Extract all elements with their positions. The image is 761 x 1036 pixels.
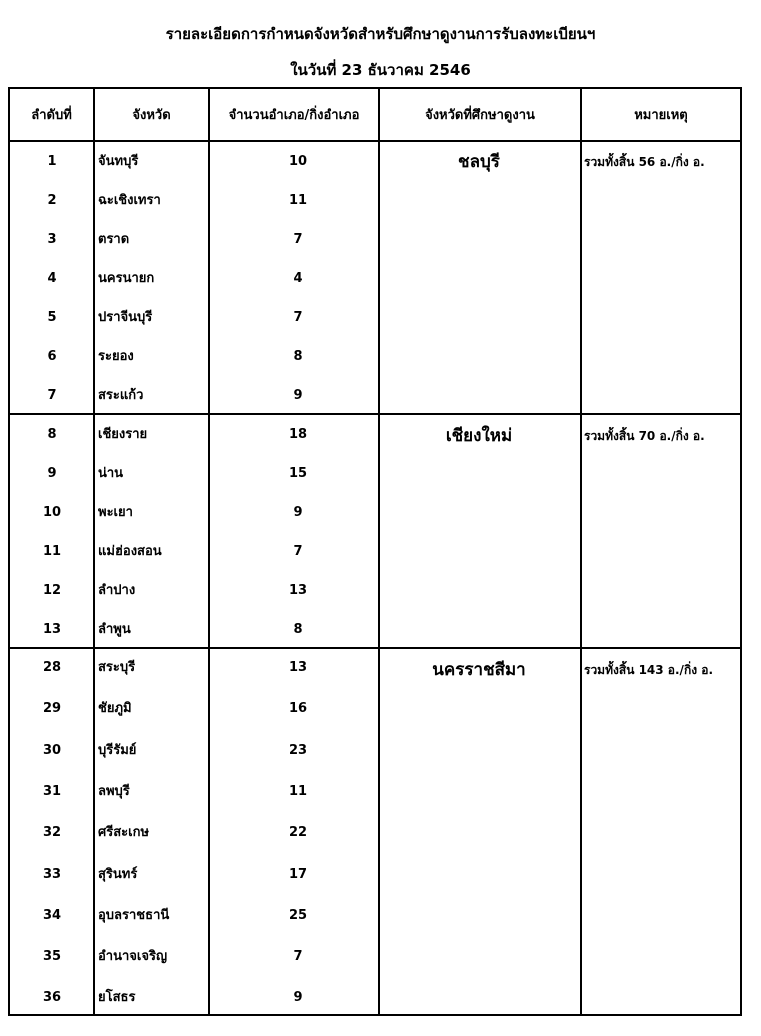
district-count: 9 (293, 990, 303, 1005)
district-count: 15 (288, 466, 308, 481)
province-name: จันทบุรี (98, 154, 139, 169)
district-count: 9 (293, 388, 303, 403)
row-number: 5 (47, 310, 57, 325)
column-divider (93, 87, 95, 1016)
province-name: น่าน (98, 466, 124, 481)
group-divider (8, 413, 742, 415)
row-number: 11 (42, 544, 62, 559)
province-name: อุบลราชธานี (98, 908, 170, 923)
row-number: 8 (47, 427, 57, 442)
row-number: 7 (47, 388, 57, 403)
row-number: 6 (47, 349, 57, 364)
column-divider (378, 87, 380, 1016)
row-number: 13 (42, 622, 62, 637)
row-number: 3 (47, 232, 57, 247)
province-name: สุรินทร์ (98, 867, 138, 882)
district-count: 10 (288, 154, 308, 169)
study-province: ชลบุรี (458, 152, 500, 172)
study-province: เชียงใหม่ (445, 426, 513, 446)
district-count: 13 (288, 660, 308, 675)
remark-note: รวมทั้งสิ้น 70 อ./กิ่ง อ. (584, 429, 705, 443)
row-number: 12 (42, 583, 62, 598)
province-name: ศรีสะเกษ (98, 825, 150, 840)
row-number: 28 (42, 660, 62, 675)
remark-note: รวมทั้งสิ้น 56 อ./กิ่ง อ. (584, 155, 705, 169)
row-number: 10 (42, 505, 62, 520)
province-name: เชียงราย (98, 427, 148, 442)
province-name: ลำปาง (98, 583, 136, 598)
district-count: 22 (288, 825, 308, 840)
row-number: 35 (42, 949, 62, 964)
province-name: ระยอง (98, 349, 134, 364)
district-count: 8 (293, 622, 303, 637)
row-number: 29 (42, 701, 62, 716)
province-name: ชัยภูมิ (98, 701, 132, 716)
district-count: 23 (288, 743, 308, 758)
district-count: 18 (288, 427, 308, 442)
header-district-count: จำนวนอำเภอ/กิ่งอำเภอ (228, 108, 360, 123)
row-number: 31 (42, 784, 62, 799)
district-count: 9 (293, 505, 303, 520)
district-count: 7 (293, 310, 303, 325)
document-title: รายละเอียดการกำหนดจังหวัดสำหรับศึกษาดูงานการรับลงทะเบียนฯ (165, 25, 596, 43)
remark-note: รวมทั้งสิ้น 143 อ./กิ่ง อ. (584, 663, 714, 677)
district-count: 17 (288, 867, 308, 882)
group-divider (8, 647, 742, 649)
district-count: 7 (293, 544, 303, 559)
column-divider (208, 87, 210, 1016)
province-name: ลพบุรี (98, 784, 130, 799)
header-divider (8, 140, 742, 142)
district-count: 11 (288, 193, 308, 208)
header-order: ลำดับที่ (31, 108, 72, 123)
row-number: 34 (42, 908, 62, 923)
province-name: ลำพูน (98, 622, 131, 637)
province-name: บุรีรัมย์ (98, 743, 137, 758)
row-number: 1 (47, 154, 57, 169)
header-province: จังหวัด (132, 108, 171, 123)
document-subtitle: ในวันที่ 23 ธันวาคม 2546 (290, 61, 471, 79)
header-remarks: หมายเหตุ (634, 108, 688, 123)
header-study-province: จังหวัดที่ศึกษาดูงาน (425, 108, 535, 123)
row-number: 36 (42, 990, 62, 1005)
district-count: 8 (293, 349, 303, 364)
district-count: 7 (293, 232, 303, 247)
province-name: พะเยา (98, 505, 133, 520)
province-name: ฉะเชิงเทรา (98, 193, 161, 208)
province-name: สระแก้ว (98, 388, 144, 403)
district-count: 7 (293, 949, 303, 964)
province-name: นครนายก (98, 271, 155, 286)
district-count: 13 (288, 583, 308, 598)
row-number: 2 (47, 193, 57, 208)
column-divider (580, 87, 582, 1016)
province-name: สระบุรี (98, 660, 136, 675)
province-name: อำนาจเจริญ (98, 949, 168, 964)
province-name: ยโสธร (98, 990, 136, 1005)
province-name: แม่ฮ่องสอน (98, 544, 162, 559)
province-name: ตราด (98, 232, 130, 247)
row-number: 33 (42, 867, 62, 882)
row-number: 9 (47, 466, 57, 481)
district-count: 25 (288, 908, 308, 923)
study-province: นครราชสีมา (432, 660, 526, 680)
row-number: 4 (47, 271, 57, 286)
district-count: 4 (293, 271, 303, 286)
province-name: ปราจีนบุรี (98, 310, 153, 325)
district-count: 11 (288, 784, 308, 799)
row-number: 30 (42, 743, 62, 758)
district-count: 16 (288, 701, 308, 716)
row-number: 32 (42, 825, 62, 840)
